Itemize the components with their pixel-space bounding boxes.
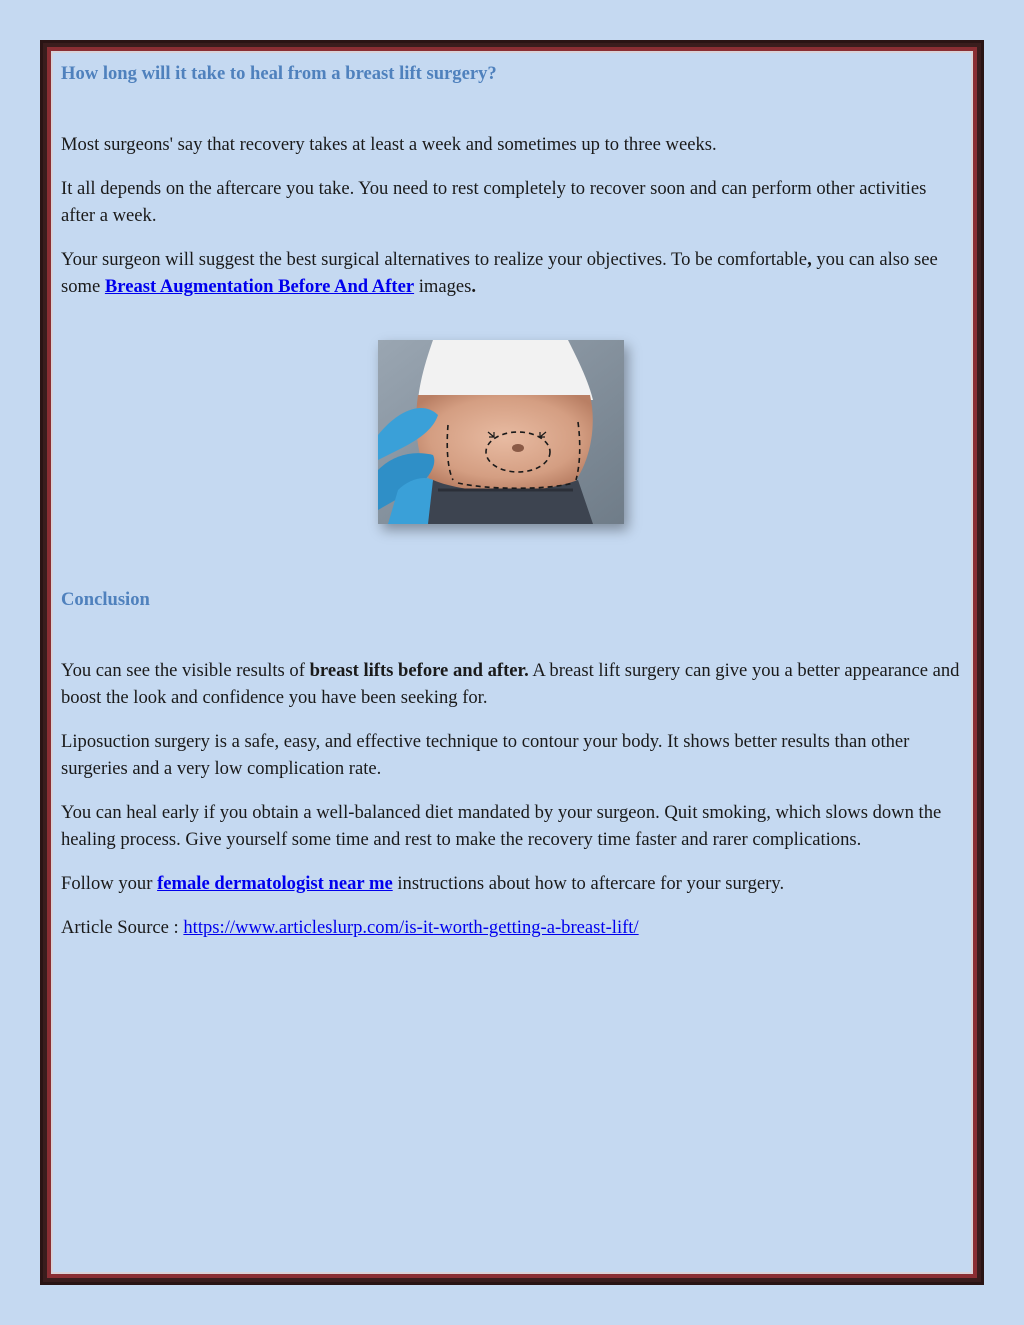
article-source-link[interactable]: https://www.articleslurp.com/is-it-worth-getting-a-breast-lift/ xyxy=(183,917,639,938)
paragraph-surgical-alternatives xyxy=(61,246,961,300)
text-segment: A breast lift surgery can give you a better appearance and boost the look and confidence you have been seeking for. xyxy=(61,660,960,708)
heading-conclusion: Conclusion xyxy=(61,589,150,610)
abdomen-marking-photo xyxy=(378,340,624,524)
text-segment: instructions about how to aftercare for your surgery. xyxy=(392,873,785,894)
text-segment: Your surgeon will suggest the best surgical alternatives to realize your objectives. To be comfortable xyxy=(61,249,808,270)
breast-augmentation-link[interactable]: Breast Augmentation Before And After xyxy=(104,276,415,297)
bold-phrase: breast lifts before and after. xyxy=(309,660,529,681)
bold-comma: , xyxy=(807,249,812,270)
document-body xyxy=(61,60,961,958)
heading-healing-time: How long will it take to heal from a breast lift surgery? xyxy=(61,63,497,84)
paragraph-dermatologist xyxy=(61,870,961,897)
paragraph-liposuction: Liposuction surgery is a safe, easy, and effective technique to contour your body. It shows better results than other surgeries and a very low complication rate. xyxy=(61,731,910,779)
paragraph-article-source xyxy=(61,914,961,941)
paragraph-recovery-duration: Most surgeons' say that recovery takes at least a week and sometimes up to three weeks. xyxy=(61,134,717,155)
text-segment: images xyxy=(414,276,472,297)
paragraph-visible-results xyxy=(61,657,961,711)
paragraph-diet-advice: You can heal early if you obtain a well-balanced diet mandated by your surgeon. Quit smoking, which slows down the healing process. Give yourself some time and rest to make the recovery time faster and rarer complications. xyxy=(61,802,942,850)
figure-container xyxy=(61,340,961,524)
text-segment: Follow your xyxy=(61,873,158,894)
female-dermatologist-link[interactable]: female dermatologist near me xyxy=(157,873,393,894)
source-label: Article Source : xyxy=(61,917,184,938)
bold-period: . xyxy=(471,276,477,297)
paragraph-aftercare: It all depends on the aftercare you take. You need to rest completely to recover soon and can perform other activities after a week. xyxy=(61,178,927,226)
text-segment: You can see the visible results of xyxy=(61,660,310,681)
text-segment: you can also see some xyxy=(61,249,938,297)
